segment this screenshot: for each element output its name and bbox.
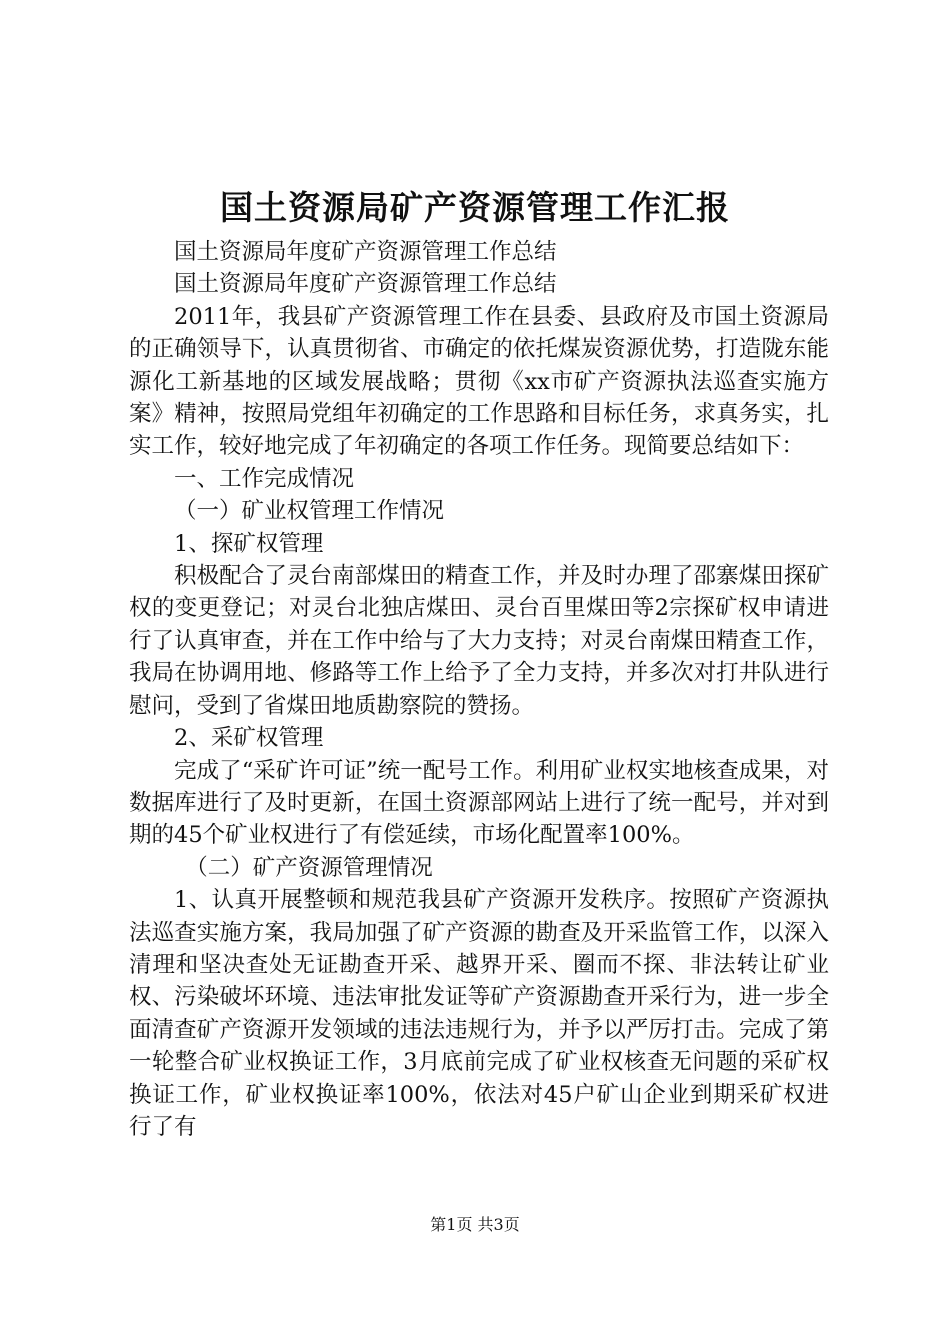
intro-paragraph: 2011年，我县矿产资源管理工作在县委、县政府及市国土资源局的正确领导下，认真贯彻省、市确定的依托煤炭资源优势，打造陇东能源化工新基地的区域发展战略；贯彻《xx市矿产资源执法巡查实施方案》精神，按照局党组年初确定的工作思路和目标任务，求真务实，扎实工作，较好地完成了年初确定的各项工作任务。现简要总结如下： bbox=[129, 303, 829, 460]
document-body bbox=[129, 236, 829, 1143]
subtitle-line: 国土资源局年度矿产资源管理工作总结 bbox=[174, 271, 557, 298]
item-heading: 2、采矿权管理 bbox=[174, 725, 324, 752]
document-title: 国土资源局矿产资源管理工作汇报 bbox=[220, 188, 730, 227]
page-number-footer: 第1页 共3页 bbox=[430, 1215, 520, 1234]
subsection-heading: （二）矿产资源管理情况 bbox=[185, 854, 433, 881]
body-paragraph: 积极配合了灵台南部煤田的精查工作，并及时办理了邵寨煤田探矿权的变更登记；对灵台北独店煤田、灵台百里煤田等2宗探矿权申请进行了认真审查，并在工作中给与了大力支持；对灵台南煤田精查工作，我局在协调用地、修路等工作上给予了全力支持，并多次对打井队进行慰问，受到了省煤田地质勘察院的赞扬。 bbox=[129, 563, 829, 719]
body-paragraph: 完成了“采矿许可证”统一配号工作。利用矿业权实地核查成果，对数据库进行了及时更新，在国土资源部网站上进行了统一配号，并对到期的45个矿业权进行了有偿延续，市场化配置率100%。 bbox=[129, 757, 829, 849]
item-heading: 1、探矿权管理 bbox=[174, 530, 324, 557]
body-paragraph: 1、认真开展整顿和规范我县矿产资源开发秩序。按照矿产资源执法巡查实施方案，我局加强了矿产资源的勘查及开采监管工作，以深入清理和坚决查处无证勘查开采、越界开采、圈而不探、非法转让矿业权、污染破坏环境、违法审批发证等矿产资源勘查开采行为，进一步全面清查矿产资源开发领域的违法违规行为，并予以严厉打击。完成了第一轮整合矿业权换证工作，3月底前完成了矿业权核查无问题的采矿权换证工作，矿业权换证率100%，依法对45户矿山企业到期采矿权进行了有 bbox=[129, 887, 829, 1140]
subtitle-line: 国土资源局年度矿产资源管理工作总结 bbox=[174, 239, 557, 265]
section-heading: 一、工作完成情况 bbox=[174, 465, 355, 492]
subsection-heading: （一）矿业权管理工作情况 bbox=[174, 498, 445, 525]
